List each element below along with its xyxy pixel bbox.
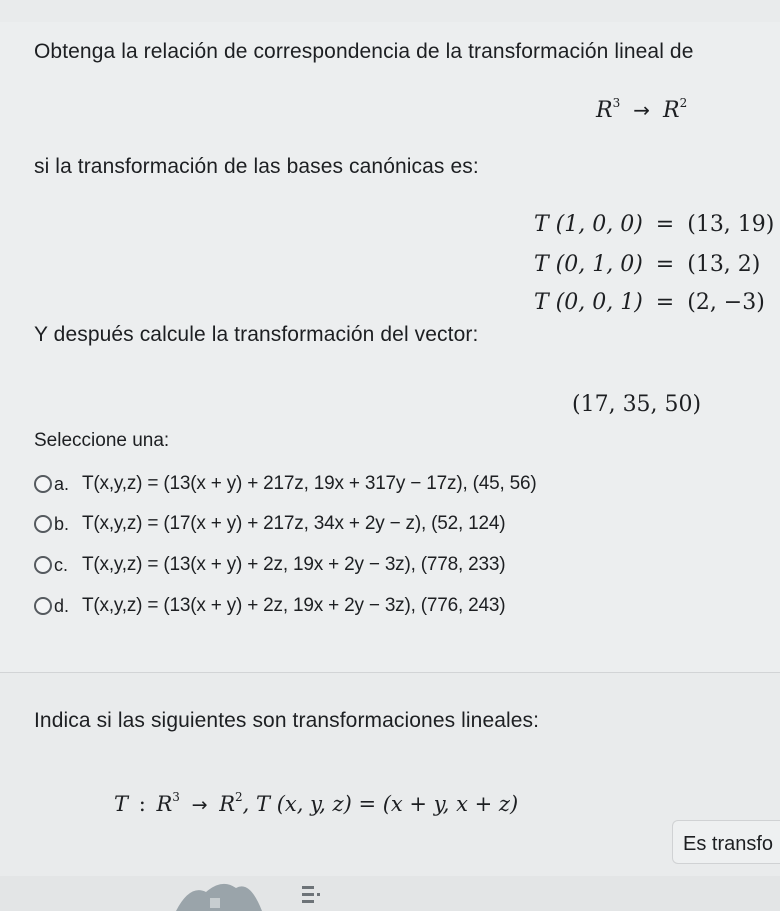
transform-lhs: T (0, 1, 0) — [534, 252, 643, 277]
select-label: Seleccione una: — [34, 430, 170, 451]
radio-button-b[interactable] — [34, 515, 52, 533]
photo-icon — [170, 878, 270, 911]
vector-text: Y después calcule la transformación del vector: — [34, 323, 479, 346]
transform-lhs: T (1, 0, 0) — [534, 212, 643, 237]
mapping-from-exp: 3 — [612, 96, 621, 110]
option-text[interactable]: T(x,y,z) = (13(x + y) + 217z, 19x + 317y − 17z), (45, 56) — [82, 473, 537, 494]
option-text[interactable]: T(x,y,z) = (13(x + y) + 2z, 19x + 2y − 3z), (776, 243) — [82, 595, 506, 616]
expr-arrow: → — [191, 794, 208, 816]
list-icon — [300, 884, 322, 908]
transform-rhs: (13, 2) — [687, 252, 761, 277]
mapping-to-exp: 2 — [679, 96, 688, 110]
expr-to: R — [219, 792, 236, 816]
option-a[interactable] — [34, 470, 52, 498]
transform-eq: = — [655, 212, 675, 237]
radio-button-a[interactable] — [34, 475, 52, 493]
transform-rhs: (2, −3) — [687, 290, 765, 315]
vector-value: (17, 35, 50) — [572, 392, 702, 417]
question2-expression — [114, 790, 518, 816]
bottom-toolbar — [0, 876, 780, 911]
option-text[interactable]: T(x,y,z) = (13(x + y) + 2z, 19x + 2y − 3z), (778, 233) — [82, 554, 506, 575]
option-letter: a. — [54, 474, 70, 494]
option-text[interactable]: T(x,y,z) = (17(x + y) + 217z, 34x + 2y − z), (52, 124) — [82, 513, 506, 534]
expr-T: T — [114, 792, 129, 816]
mapping-to: R — [662, 98, 680, 123]
option-letter: b. — [54, 514, 70, 534]
expr-to-exp: 2 — [235, 790, 243, 804]
option-letter: d. — [54, 596, 70, 616]
transform-row-3 — [534, 290, 765, 315]
transform-row-1 — [534, 212, 774, 237]
transform-eq: = — [655, 252, 675, 277]
mapping-expression — [596, 96, 687, 123]
question-divider — [0, 672, 780, 673]
mapping-arrow: → — [633, 98, 650, 122]
transform-lhs: T (0, 0, 1) — [534, 290, 643, 315]
expr-rest: , T (x, y, z) = (x + y, x + z) — [242, 792, 519, 816]
option-b[interactable] — [34, 510, 52, 538]
radio-button-d[interactable] — [34, 597, 52, 615]
option-letter: c. — [54, 555, 69, 575]
transform-eq: = — [655, 290, 675, 315]
radio-button-c[interactable] — [34, 556, 52, 574]
question-prompt: Obtenga la relación de correspondencia de la transformación lineal de — [34, 40, 694, 63]
question2-prompt: Indica si las siguientes son transformaciones lineales: — [34, 709, 540, 732]
option-c[interactable] — [34, 551, 52, 579]
transform-rhs: (13, 19) — [687, 212, 775, 237]
expr-colon: : — [138, 792, 146, 816]
answer-select[interactable]: Es transfo — [672, 820, 780, 864]
mapping-from: R — [596, 98, 613, 123]
expr-from: R — [156, 792, 173, 816]
bases-text: si la transformación de las bases canónicas es: — [34, 155, 479, 178]
option-d[interactable] — [34, 592, 52, 620]
transform-row-2 — [534, 252, 760, 277]
expr-from-exp: 3 — [172, 790, 180, 804]
